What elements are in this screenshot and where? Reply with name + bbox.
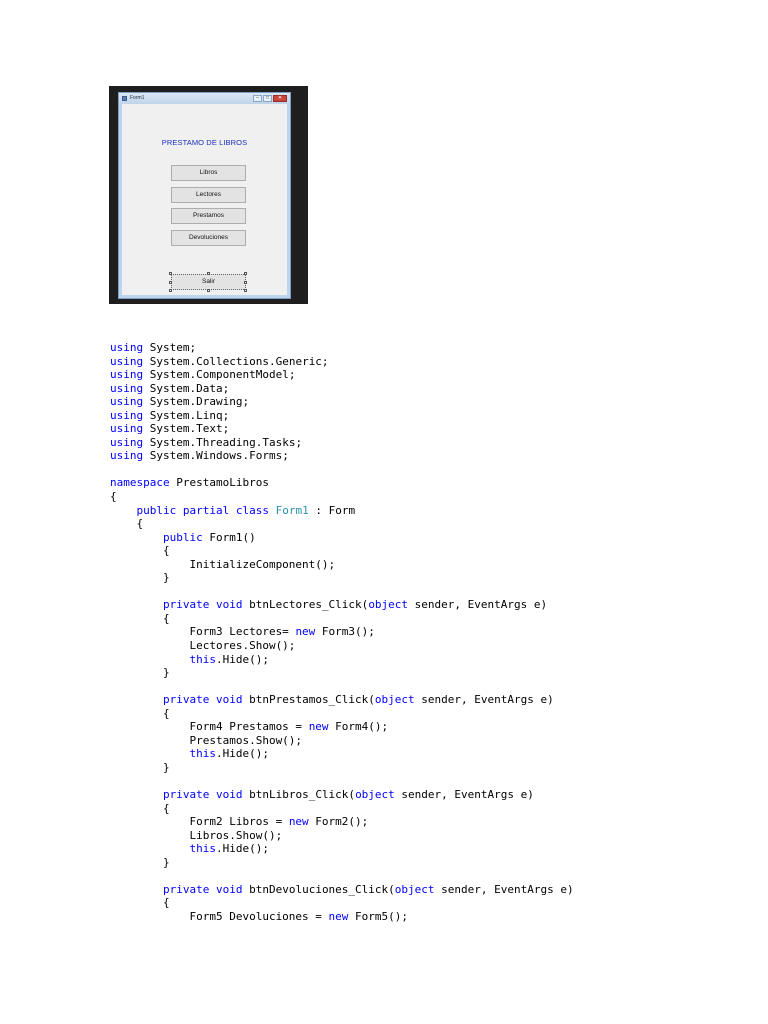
code-line (110, 788, 750, 802)
code-text: sender, EventArgs e) (434, 882, 574, 896)
window-titlebar (119, 93, 290, 104)
code-line (110, 802, 750, 816)
code-line (110, 666, 750, 680)
minimize-icon[interactable]: – (253, 95, 262, 102)
code-text: .Hide(); (215, 747, 269, 761)
code-keyword: private (162, 598, 210, 612)
code-text: Form1() (202, 530, 256, 544)
code-text: { (110, 490, 117, 504)
code-keyword: this (189, 747, 216, 761)
code-keyword: using (110, 449, 144, 463)
code-keyword: private (162, 788, 210, 802)
code-text (110, 504, 137, 517)
code-keyword: object (355, 788, 395, 802)
selection-handle[interactable] (169, 289, 172, 292)
code-keyword: private (162, 882, 210, 896)
code-type: Form1 (275, 503, 309, 517)
code-text (110, 788, 163, 801)
code-line (110, 815, 750, 829)
code-keyword: class (235, 503, 269, 517)
code-keyword: using (110, 354, 144, 368)
code-line (110, 829, 750, 843)
code-line (110, 571, 750, 585)
code-keyword: object (394, 882, 435, 896)
code-line (110, 517, 750, 531)
code-line (110, 910, 750, 924)
code-keyword: using (110, 395, 144, 409)
code-keyword: using (110, 341, 144, 354)
code-line (110, 680, 750, 694)
code-text (176, 504, 183, 517)
code-keyword: void (215, 882, 243, 896)
code-text: { (110, 801, 170, 815)
code-keyword: this (189, 652, 216, 666)
devoluciones-button[interactable]: Devoluciones (171, 230, 246, 246)
code-text (110, 883, 163, 896)
code-line (110, 463, 750, 477)
code-line (110, 558, 750, 572)
code-listing (110, 341, 750, 924)
code-text: System.Text; (143, 422, 230, 436)
code-keyword: object (374, 693, 415, 707)
code-text: sender, EventArgs e) (394, 788, 534, 802)
code-text: Form3(); (315, 625, 375, 639)
code-line (110, 612, 750, 626)
code-text (229, 504, 236, 517)
code-text: btnDevoluciones_Click( (242, 882, 395, 896)
code-text: System.Drawing; (143, 395, 250, 409)
window-title: Form1 (130, 95, 145, 101)
lectores-button[interactable]: Lectores (171, 187, 246, 203)
code-text: Form5(); (348, 909, 409, 923)
code-line (110, 355, 750, 369)
selection-handle[interactable] (207, 289, 210, 292)
code-text: Prestamos.Show(); (110, 733, 303, 747)
code-text: btnLectores_Click( (242, 598, 369, 612)
code-keyword: new (308, 720, 329, 734)
code-keyword: public (136, 503, 177, 517)
code-keyword: using (110, 435, 144, 449)
code-text: System; (143, 341, 197, 354)
selection-handle[interactable] (169, 281, 172, 284)
code-text: { (110, 611, 170, 625)
code-text (269, 504, 276, 517)
selection-handle[interactable] (244, 289, 247, 292)
code-text: System.Collections.Generic; (143, 354, 329, 368)
code-line (110, 761, 750, 775)
form-title: PRESTAMO DE LIBROS (161, 138, 248, 147)
code-line (110, 653, 750, 667)
code-keyword: this (189, 842, 216, 856)
code-text: } (110, 855, 170, 869)
code-line (110, 585, 750, 599)
code-text: { (110, 517, 144, 531)
code-line (110, 734, 750, 748)
code-text (110, 598, 163, 611)
code-line (110, 707, 750, 721)
code-text (209, 788, 216, 801)
code-keyword: public (162, 530, 203, 544)
code-text: Form2(); (308, 815, 369, 829)
code-text (110, 693, 163, 706)
code-text: } (110, 666, 170, 680)
code-line (110, 422, 750, 436)
code-line (110, 436, 750, 450)
code-text (209, 693, 216, 706)
code-text (110, 531, 163, 544)
selection-handle[interactable] (244, 272, 247, 275)
code-text (209, 883, 216, 896)
code-keyword: new (328, 909, 349, 923)
code-text: System.Windows.Forms; (143, 449, 289, 463)
code-keyword: using (110, 368, 144, 382)
code-text: { (110, 896, 170, 910)
code-text: Form5 Devoluciones = (110, 909, 329, 923)
code-text: System.Linq; (143, 408, 230, 422)
code-text: .Hide(); (215, 842, 269, 856)
code-line (110, 869, 750, 883)
form1-window (118, 92, 291, 299)
code-keyword: void (215, 598, 243, 612)
salir-button[interactable]: Salir (171, 274, 246, 290)
libros-button[interactable]: Libros (171, 165, 246, 181)
prestamos-button[interactable]: Prestamos (171, 208, 246, 224)
code-line (110, 476, 750, 490)
code-text: Form4(); (328, 720, 389, 734)
close-icon[interactable]: ✕ (273, 95, 287, 102)
code-keyword: namespace (110, 476, 170, 490)
code-text: sender, EventArgs e) (408, 598, 548, 612)
code-text (110, 842, 189, 855)
code-text: { (110, 706, 170, 720)
code-line (110, 775, 750, 789)
app-icon (122, 96, 127, 101)
code-keyword: partial (182, 503, 230, 517)
code-text: } (110, 571, 170, 585)
code-line (110, 490, 750, 504)
code-text: Form2 Libros = (110, 815, 289, 829)
code-keyword: void (215, 693, 243, 707)
form-designer-screenshot (109, 86, 308, 304)
code-keyword: new (288, 815, 309, 829)
code-line (110, 409, 750, 423)
code-text: : Form (308, 503, 356, 517)
code-text: PrestamoLibros (169, 476, 269, 490)
code-text: sender, EventArgs e) (414, 693, 554, 707)
selection-handle[interactable] (207, 272, 210, 275)
selection-handle[interactable] (169, 272, 172, 275)
code-line (110, 747, 750, 761)
code-text: System.Threading.Tasks; (143, 435, 303, 449)
code-text (110, 653, 189, 666)
selection-handle[interactable] (244, 281, 247, 284)
maximize-icon[interactable]: □ (263, 95, 272, 102)
code-line (110, 842, 750, 856)
form-client-area (122, 104, 287, 295)
code-text: btnPrestamos_Click( (242, 693, 375, 707)
code-line (110, 341, 750, 355)
code-keyword: using (110, 381, 144, 395)
code-text: System.ComponentModel; (143, 368, 296, 382)
code-keyword: using (110, 422, 144, 436)
code-line (110, 883, 750, 897)
code-text: Form4 Prestamos = (110, 720, 309, 734)
code-line (110, 896, 750, 910)
code-keyword: private (162, 693, 210, 707)
code-line (110, 382, 750, 396)
code-keyword: object (368, 598, 409, 612)
code-text (209, 598, 216, 611)
code-line (110, 449, 750, 463)
code-line (110, 856, 750, 870)
code-text: Libros.Show(); (110, 828, 283, 842)
code-text: { (110, 544, 170, 558)
code-text: System.Data; (143, 381, 230, 395)
code-line (110, 504, 750, 518)
code-text: .Hide(); (215, 652, 269, 666)
code-text: InitializeComponent(); (110, 557, 336, 571)
window-controls (253, 95, 287, 102)
code-line (110, 639, 750, 653)
code-line (110, 693, 750, 707)
code-line (110, 531, 750, 545)
code-keyword: new (295, 625, 316, 639)
code-line (110, 720, 750, 734)
code-line (110, 598, 750, 612)
code-text: Form3 Lectores= (110, 625, 296, 639)
code-keyword: void (215, 788, 243, 802)
code-text: btnLibros_Click( (242, 788, 356, 802)
code-text: Lectores.Show(); (110, 639, 296, 653)
code-text: } (110, 760, 170, 774)
code-keyword: using (110, 408, 144, 422)
code-line (110, 368, 750, 382)
code-line (110, 395, 750, 409)
code-text (110, 747, 189, 760)
code-line (110, 544, 750, 558)
code-line (110, 625, 750, 639)
